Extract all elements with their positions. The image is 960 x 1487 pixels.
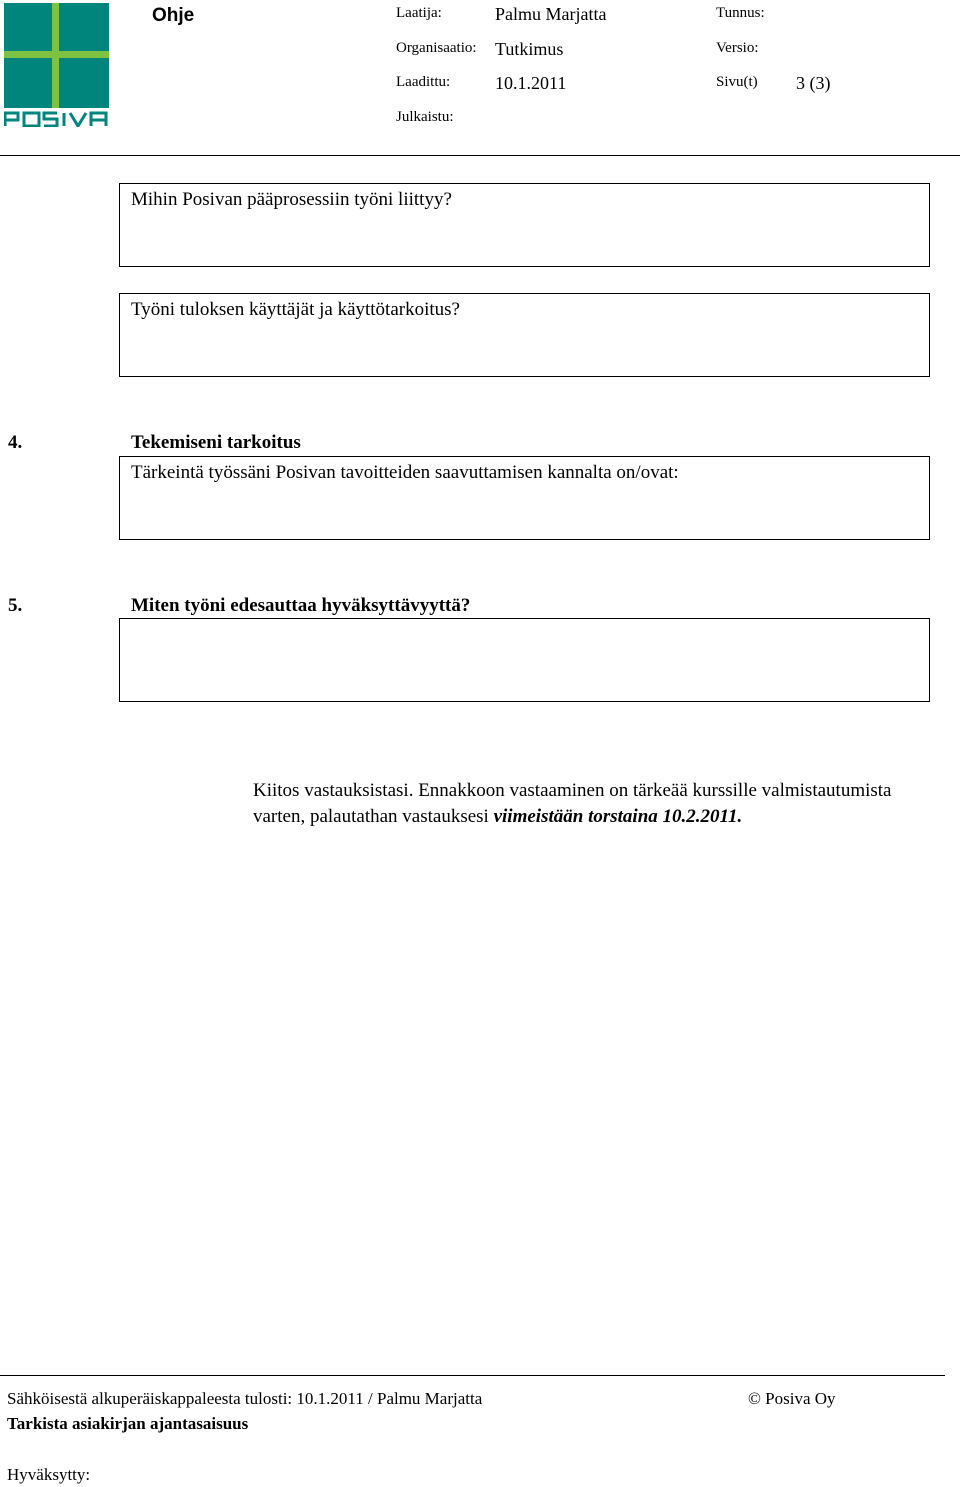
section-4-title: Tekemiseni tarkoitus — [131, 432, 301, 453]
section-4-number: 4. — [8, 432, 23, 453]
pages-value: 3 (3) — [796, 73, 831, 93]
process-question: Mihin Posivan pääprosessiin työni liittyy? — [131, 189, 452, 210]
check-currency-note: Tarkista asiakirjan ajantasaisuus — [7, 1414, 249, 1433]
created-label: Laadittu: — [396, 74, 451, 90]
published-label: Julkaistu: — [396, 109, 454, 125]
approved-label: Hyväksytty: — [7, 1465, 91, 1484]
logo-wordmark — [5, 113, 106, 126]
section-4-answer-box[interactable] — [119, 456, 930, 540]
logo-square-top-left — [4, 3, 52, 51]
users-question: Työni tuloksen käyttäjät ja käyttötarkoitus? — [131, 299, 460, 320]
header-divider — [0, 155, 960, 156]
created-value: 10.1.2011 — [495, 73, 567, 93]
section-4-subtitle: Tärkeintä työssäni Posivan tavoitteiden saavuttamisen kannalta on/ovat: — [131, 462, 679, 483]
posiva-logo — [4, 3, 112, 127]
users-answer-box[interactable] — [119, 293, 930, 377]
version-label: Versio: — [716, 40, 759, 56]
organisation-label: Organisaatio: — [396, 40, 477, 56]
logo-square-top-right — [59, 3, 109, 51]
section-5-number: 5. — [8, 595, 23, 616]
closing-text: Kiitos vastauksistasi. Ennakkoon vastaaminen on tärkeää kurssille valmistautumista varten, palautathan vastauksesi — [253, 780, 892, 827]
section-5-answer-box[interactable] — [119, 618, 930, 702]
author-label: Laatija: — [396, 5, 442, 21]
copyright: © Posiva Oy — [748, 1389, 836, 1408]
deadline-text: viimeistään torstaina 10.2.2011. — [493, 806, 743, 827]
closing-paragraph — [253, 778, 923, 830]
organisation-value: Tutkimus — [495, 39, 564, 59]
logo-square-bottom-left — [4, 58, 52, 108]
section-5-title: Miten työni edesauttaa hyväksyttävyyttä? — [131, 595, 471, 616]
footer-divider — [0, 1375, 945, 1376]
process-answer-box[interactable] — [119, 183, 930, 267]
pages-label: Sivu(t) — [716, 74, 758, 90]
id-label: Tunnus: — [716, 5, 765, 21]
document-type: Ohje — [152, 5, 195, 26]
printed-info: Sähköisestä alkuperäiskappaleesta tulosti: 10.1.2011 / Palmu Marjatta — [7, 1389, 483, 1408]
author-value: Palmu Marjatta — [495, 4, 607, 24]
logo-square-bottom-right — [59, 58, 109, 108]
